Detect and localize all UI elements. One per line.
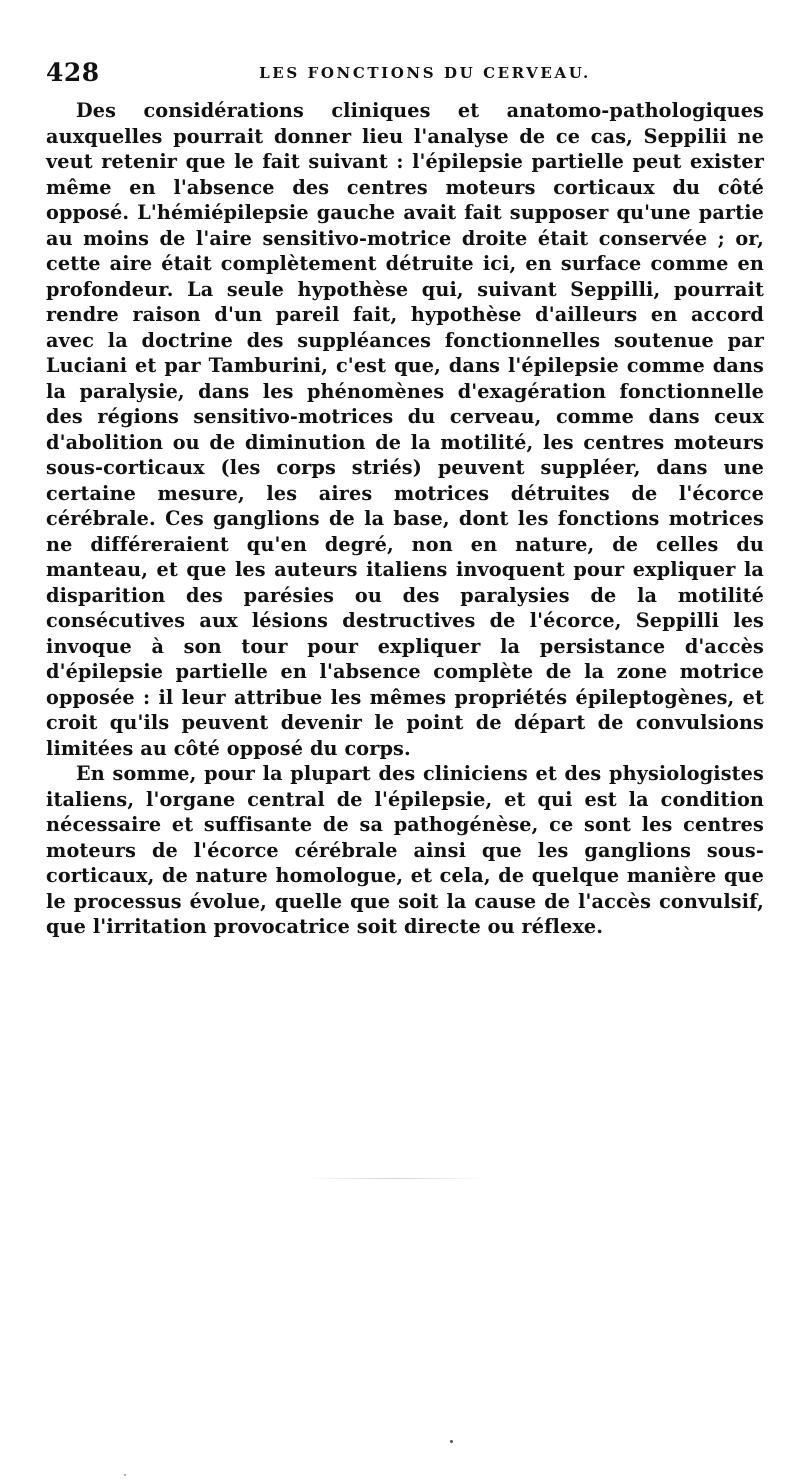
paragraph: Des considérations cliniques et anatomo-pathologiques auxquelles pourrait donner lieu l'analyse de ce cas, Seppilii ne veut retenir que le fait suivant : l'épilepsie partielle peut exister même en l'absence des centres moteurs corticaux du côté opposé. L'hémiépilepsie gauche avait fait supposer qu'une partie au moins de l'aire sensitivo-motrice droite était conservée ; or, cette aire était complètement détruite ici, en surface comme en profondeur. La seule hypothèse qui, suivant Seppilli, pourrait rendre raison d'un pareil fait, hypothèse d'ailleurs en accord avec la doctrine des suppléances fonctionnelles soutenue par Luciani et par Tamburini, c'est que, dans l'épilepsie comme dans la paralysie, dans les phénomènes d'exagération fonctionnelle des régions sensitivo-motrices du cerveau, comme dans ceux d'abolition ou de diminution de la motilité, les centres moteurs sous-corticaux (les corps striés) peuvent suppléer, dans une certaine mesure, les aires motrices détruites de l'écorce cérébrale. Ces ganglions de la base, dont les fonctions motrices ne différeraient qu'en degré, non en nature, de celles du manteau, et que les auteurs italiens invoquent pour expliquer la disparition des parésies ou des paralysies de la motilité consécutives aux lésions destructives de l'écorce, Seppilli les invoque à son tour pour expliquer la persistance d'accès d'épilepsie partielle en l'absence complète de la zone motrice opposée : il leur attribue les mêmes propriétés épileptogènes, et croit qu'ils peuvent devenir le point de départ de convulsions limitées au côté opposé du corps. [46,99,764,760]
page-number: 428 [46,58,100,87]
page-header [46,58,764,88]
print-speck [124,1474,126,1476]
faint-rule [305,1178,485,1179]
paragraph: En somme, pour la plupart des cliniciens et des physiologistes italiens, l'organe central de l'épilepsie, et qui est la condition nécessaire et suffisante de sa pathogénèse, ce sont les centres moteurs de l'écorce cérébrale ainsi que les ganglions sous-corticaux, de nature homologue, et cela, de quelque manière que le processus évolue, quelle que soit la cause de l'accès convulsif, que l'irritation provocatrice soit directe ou réflexe. [46,762,764,938]
page-body [46,98,764,940]
running-head: LES FONCTIONS DU CERVEAU. [259,64,591,82]
print-speck [450,1440,453,1443]
